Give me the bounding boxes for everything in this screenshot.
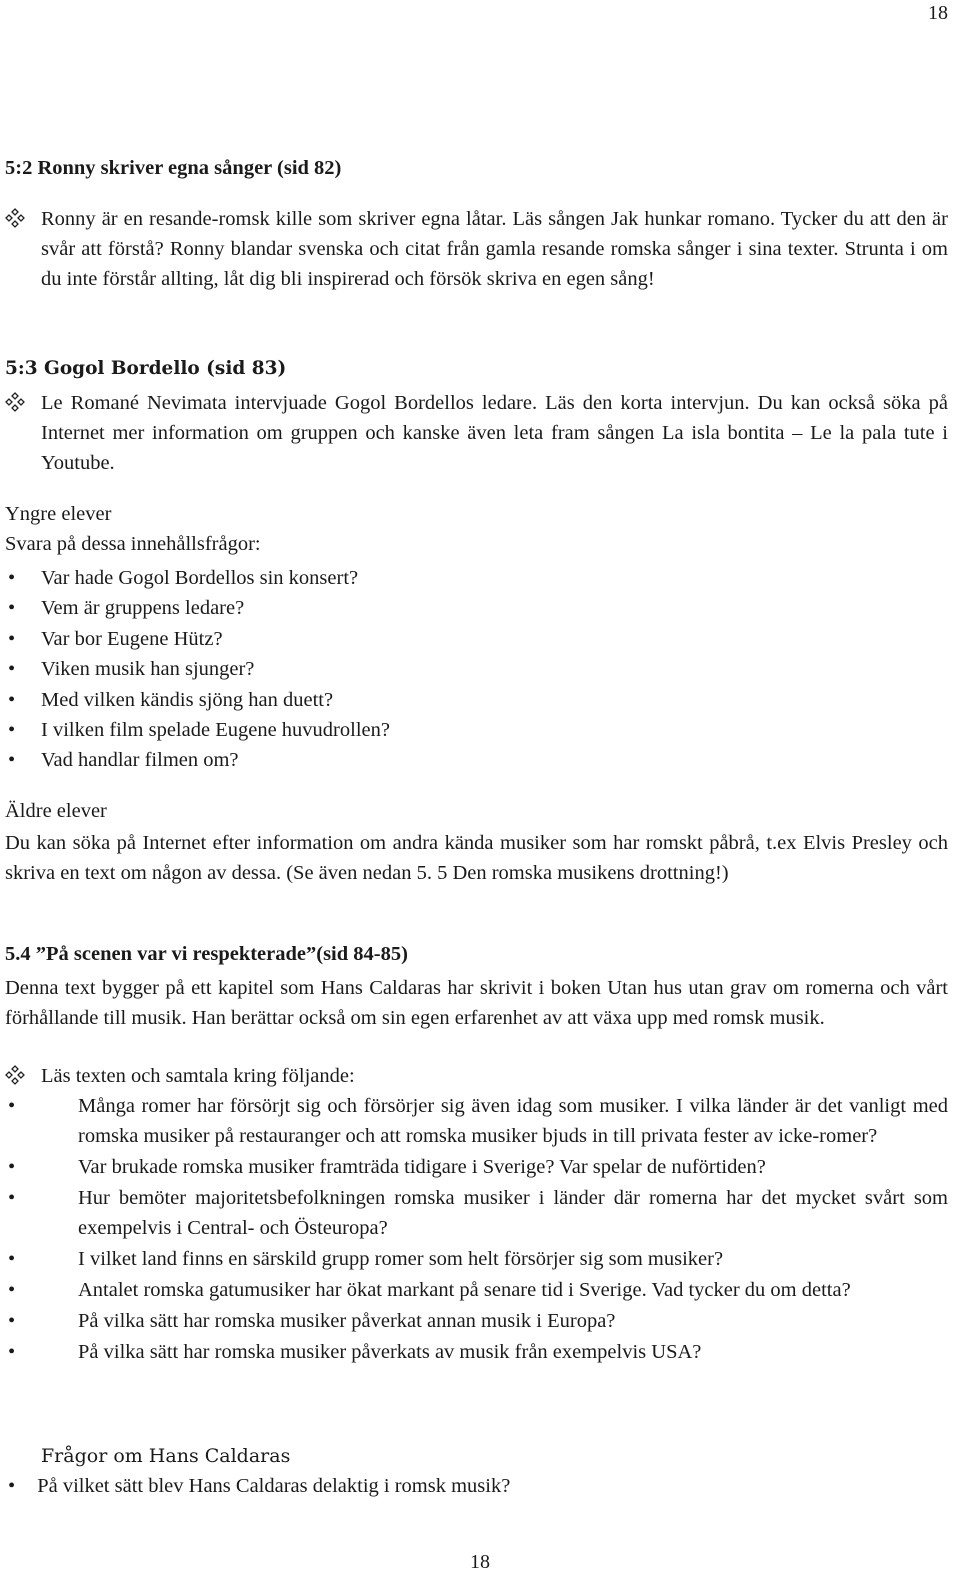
older-text: Du kan söka på Internet efter information om andra kända musiker som har romskt påbrå, t.ex Elvis Presley och skriva en text om någon av dessa. (Se även nedan 5. 5 Den romska musikens drottning!) [5, 832, 948, 884]
list-item: • Med vilken kändis sjöng han duett? [5, 685, 948, 715]
younger-label: Yngre elever [5, 503, 112, 525]
heading-5-3: 5:3 Gogol Bordello (sid 83) [5, 358, 287, 379]
four-diamond-bullet-icon [5, 208, 25, 231]
round-bullet-icon: • [8, 627, 16, 650]
list-item: • Var bor Eugene Hütz? [5, 624, 948, 654]
section-5-2-block [5, 204, 948, 294]
page-number-top: 18 [928, 2, 948, 24]
page-number-bottom: 18 [470, 1551, 490, 1573]
section-5-3-block [5, 388, 948, 478]
round-bullet-icon: • [8, 658, 16, 681]
round-bullet-icon: • [8, 597, 16, 620]
caldaras-label: Frågor om Hans Caldaras [41, 1445, 291, 1467]
heading-5-4: 5.4 ”På scenen var vi respekterade”(sid 84-85) [5, 943, 408, 965]
list-item: • Många romer har försörjt sig och försörjer sig även idag som musiker. I vilka länder är det vanligt med romska musiker på restauranger och att romska musiker bjuds in till privata fester av icke-romer? [5, 1091, 948, 1151]
round-bullet-icon: • [8, 1341, 16, 1363]
younger-question-list [5, 563, 948, 776]
older-label: Äldre elever [5, 800, 107, 822]
four-diamond-bullet-icon [5, 1065, 25, 1088]
four-diamond-bullet-icon [5, 392, 25, 415]
list-item: • I vilken film spelade Eugene huvudrollen? [5, 715, 948, 745]
list-item: • Var hade Gogol Bordellos sin konsert? [5, 563, 948, 593]
list-item: • På vilka sätt har romska musiker påverkats av musik från exempelvis USA? [5, 1337, 948, 1367]
round-bullet-icon: • [8, 1279, 16, 1301]
list-item: • I vilket land finns en särskild grupp romer som helt försörjer sig som musiker? [5, 1244, 948, 1274]
round-bullet-icon: • [8, 688, 16, 711]
round-bullet-icon: • [8, 1156, 16, 1178]
round-bullet-icon: • [8, 1095, 16, 1117]
round-bullet-icon: • [8, 567, 16, 589]
round-bullet-icon: • [8, 1310, 16, 1332]
list-item: • Var brukade romska musiker framträda tidigare i Sverige? Var spelar de nuförtiden? [5, 1152, 948, 1182]
section-5-2-text: Ronny är en resande-romsk kille som skriver egna låtar. Läs sången Jak hunkar romano. Tycker du att den är svår att förstå? Ronny blandar svenska och citat från gamla resande romska sånger i sina texter. Strunta i om du inte förstår allting, låt dig bli inspirerad och försök skriva en egen sång! [41, 208, 948, 290]
section-5-3-text: Le Romané Nevimata intervjuade Gogol Bordellos ledare. Läs den korta intervjun. Du kan också söka på Internet mer information om gruppen och kanske även leta fram sången La isla bontita – Le la pala tute i Youtube. [41, 392, 948, 474]
list-item: • Hur bemöter majoritetsbefolkningen romska musiker i länder där romerna har det mycket svårt som exempelvis i Central- och Östeuropa? [5, 1183, 948, 1243]
round-bullet-icon: • [8, 1475, 16, 1497]
round-bullet-icon: • [8, 749, 16, 772]
list-item: • Viken musik han sjunger? [5, 654, 948, 684]
caldaras-question: • På vilket sätt blev Hans Caldaras delaktig i romsk musik? [8, 1475, 511, 1497]
list-item: • Vem är gruppens ledare? [5, 593, 948, 623]
discussion-intro: Läs texten och samtala kring följande: [41, 1065, 355, 1087]
round-bullet-icon: • [8, 1248, 16, 1270]
heading-5-2: 5:2 Ronny skriver egna sånger (sid 82) [5, 157, 342, 179]
discussion-question-list [5, 1091, 948, 1367]
list-item: • Antalet romska gatumusiker har ökat markant på senare tid i Sverige. Vad tycker du om detta? [5, 1275, 948, 1305]
round-bullet-icon: • [8, 1187, 16, 1209]
list-item: • På vilka sätt har romska musiker påverkat annan musik i Europa? [5, 1306, 948, 1336]
younger-intro: Svara på dessa innehållsfrågor: [5, 533, 261, 555]
discussion-block [5, 1061, 948, 1091]
round-bullet-icon: • [8, 719, 16, 742]
section-5-4-intro: Denna text bygger på ett kapitel som Hans Caldaras har skrivit i boken Utan hus utan grav om romerna och vårt förhållande till musik. Han berättar också om sin egen erfarenhet av att växa upp med romsk musik. [5, 977, 948, 1029]
list-item: • Vad handlar filmen om? [5, 745, 948, 775]
